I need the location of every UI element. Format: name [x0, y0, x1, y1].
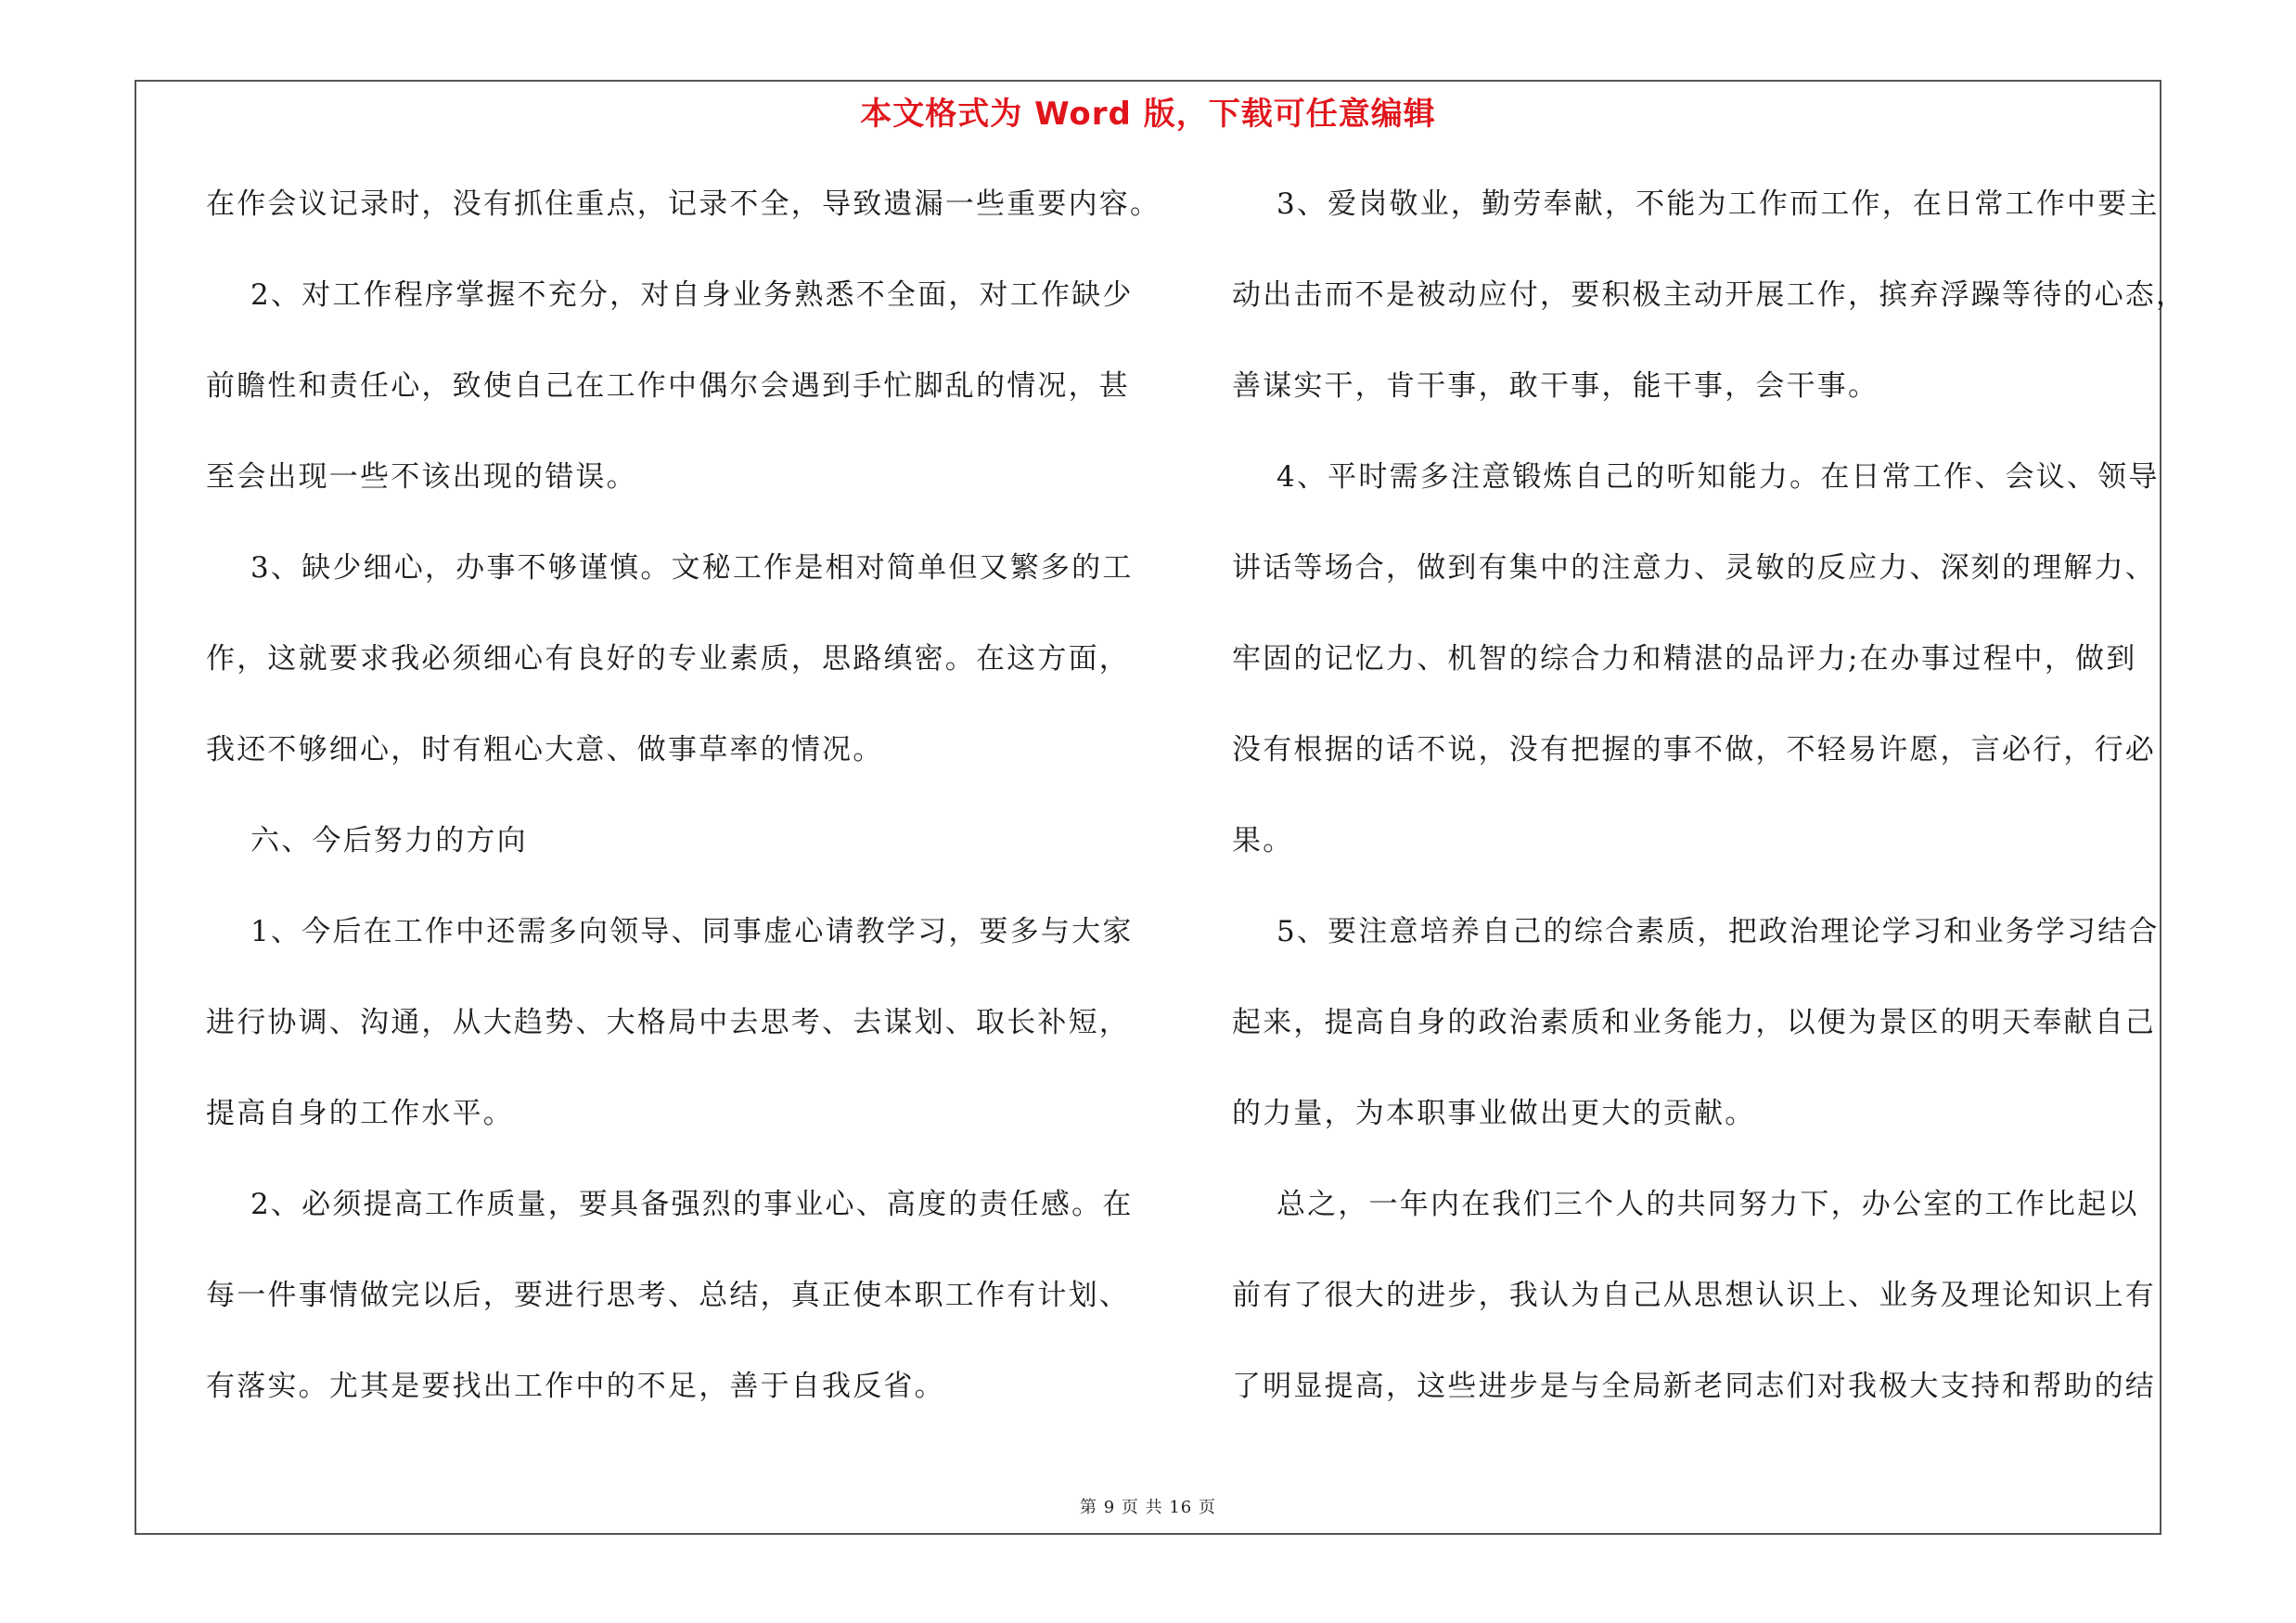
text-line: 了明显提高，这些进步是与全局新老同志们对我极大支持和帮助的结: [1232, 1370, 2156, 1403]
format-banner: 本文格式为 Word 版，下载可任意编辑: [860, 96, 1436, 133]
text-line: 前有了很大的进步，我认为自己从思想认识上、业务及理论知识上有: [1232, 1279, 2156, 1312]
text-line: 3、爱岗敬业，勤劳奉献，不能为工作而工作，在日常工作中要主: [1276, 187, 2160, 221]
left-column: [206, 182, 1161, 1455]
text-line: 进行协调、沟通，从大趋势、大格局中去思考、去谋划、取长补短，: [206, 1006, 1130, 1039]
text-line: 我还不够细心，时有粗心大意、做事草率的情况。: [206, 733, 884, 766]
text-line: 5、要注意培养自己的综合素质，把政治理论学习和业务学习结合: [1276, 915, 2160, 948]
text-line: 果。: [1232, 824, 1294, 857]
text-line: 前瞻性和责任心，致使自己在工作中偶尔会遇到手忙脚乱的情况，甚: [206, 369, 1130, 403]
text-line: 4、平时需多注意锻炼自己的听知能力。在日常工作、会议、领导: [1276, 460, 2160, 494]
text-line: 2、必须提高工作质量，要具备强烈的事业心、高度的责任感。在: [250, 1188, 1134, 1221]
text-line: 没有根据的话不说，没有把握的事不做，不轻易许愿，言必行，行必: [1232, 733, 2156, 766]
text-line: 提高自身的工作水平。: [206, 1097, 514, 1130]
text-line: 在作会议记录时，没有抓住重点，记录不全，导致遗漏一些重要内容。: [206, 187, 1161, 221]
text-line: 牢固的记忆力、机智的综合力和精湛的品评力;在办事过程中，做到: [1232, 642, 2137, 676]
section-heading: 六、今后努力的方向: [250, 824, 528, 857]
text-line: 讲话等场合，做到有集中的注意力、灵敏的反应力、深刻的理解力、: [1232, 551, 2156, 585]
page-number: 第 9 页 共 16 页: [1080, 1498, 1216, 1517]
text-line: 善谋实干，肯干事，敢干事，能干事，会干事。: [1232, 369, 1879, 403]
text-line: 有落实。尤其是要找出工作中的不足，善于自我反省。: [206, 1370, 945, 1403]
text-line: 2、对工作程序掌握不充分，对自身业务熟悉不全面，对工作缺少: [250, 278, 1134, 312]
text-line: 每一件事情做完以后，要进行思考、总结，真正使本职工作有计划、: [206, 1279, 1130, 1312]
text-line: 的力量，为本职事业做出更大的贡献。: [1232, 1097, 1756, 1130]
text-line: 1、今后在工作中还需多向领导、同事虚心请教学习，要多与大家: [250, 915, 1134, 948]
text-line: 总之，一年内在我们三个人的共同努力下，办公室的工作比起以: [1276, 1188, 2139, 1221]
text-line: 3、缺少细心，办事不够谨慎。文秘工作是相对简单但又繁多的工: [250, 551, 1134, 585]
text-line: 动出击而不是被动应付，要积极主动开展工作，摈弃浮躁等待的心态，: [1232, 278, 2187, 312]
right-column: [1232, 182, 2187, 1455]
text-line: 起来，提高自身的政治素质和业务能力，以便为景区的明天奉献自己: [1232, 1006, 2156, 1039]
text-line: 作，这就要求我必须细心有良好的专业素质，思路缜密。在这方面，: [206, 642, 1130, 676]
text-line: 至会出现一些不该出现的错误。: [206, 460, 637, 494]
